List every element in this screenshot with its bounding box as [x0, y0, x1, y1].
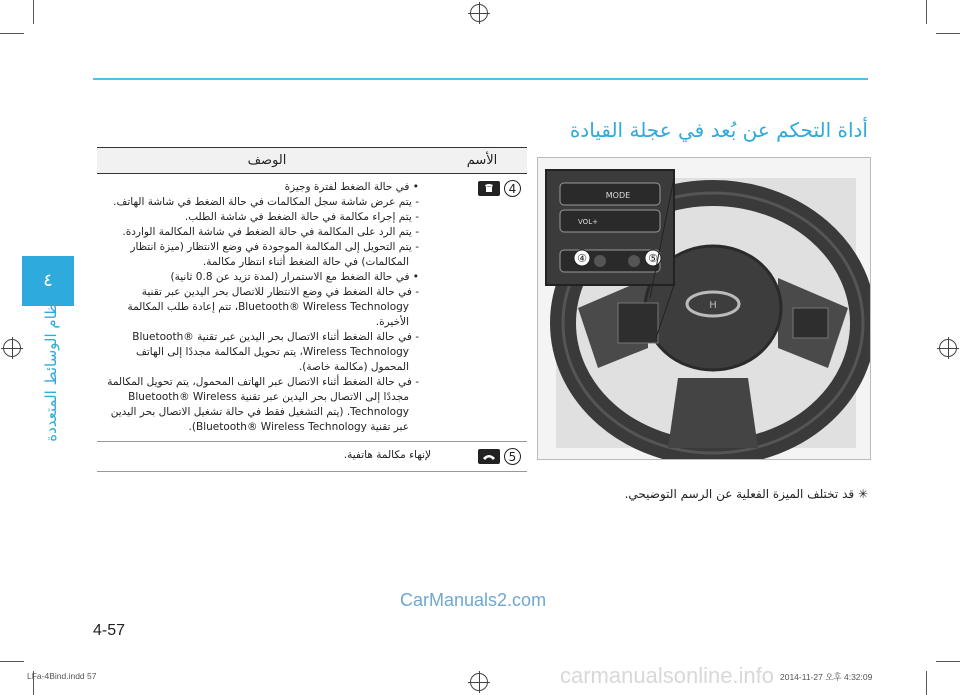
svg-text:VOL+: VOL+	[578, 218, 598, 226]
list-item: - يتم الرد على المكالمة في حالة الضغط في شاشة المكالمة الواردة.	[103, 225, 419, 240]
description-cell	[97, 442, 437, 472]
header-description: الوصف	[97, 148, 437, 174]
function-list	[103, 180, 431, 435]
table-header-row	[97, 148, 527, 174]
callout-number: 4	[504, 180, 521, 197]
chapter-number: ٤	[43, 270, 53, 291]
header-symbol: الأسم	[437, 148, 527, 174]
bottom-watermark: carmanualsonline.info	[560, 663, 775, 688]
controls-table	[97, 147, 527, 472]
list-item: - في حالة الضغط أثناء الاتصال عبر الهاتف المحمول، يتم تحويل المكالمة مجددًا إلى الاتصال بحر اليدين عبر تقنية Bluetooth® Wireless Technology. (يتم التشغيل فقط في حالة تشغيل الاتصال بحر اليدين عبر تقنية Bluetooth® Wireless Technology).	[103, 375, 419, 435]
steering-wheel-illustration	[537, 157, 871, 460]
callout-label: ⑤	[648, 252, 658, 265]
svg-text:H: H	[709, 300, 717, 311]
page-number: 4-57	[93, 622, 126, 639]
svg-text:MODE: MODE	[605, 191, 631, 200]
list-item: • في حالة الضغط لفترة وجيزة	[103, 180, 419, 195]
list-item: - يتم التحويل إلى المكالمة الموجودة في وضع الانتظار (ميزة انتظار المكالمات) في حالة الضغط أثناء انتظار مكالمة.	[103, 240, 419, 270]
phone-hangup-icon	[478, 449, 500, 464]
description-cell	[97, 174, 437, 442]
illustration-note: ✳ قد تختلف الميزة الفعلية عن الرسم التوضيحي.	[624, 487, 868, 501]
phone-call-icon	[478, 181, 500, 196]
registration-mark-icon	[3, 339, 21, 357]
watermark: CarManuals2.com	[400, 590, 547, 610]
registration-mark-icon	[470, 4, 488, 22]
page-title: أداة التحكم عن بُعد في عجلة القيادة	[569, 118, 868, 142]
registration-mark-icon	[939, 339, 957, 357]
asterisk-icon: ✳	[857, 487, 868, 501]
registration-mark-icon	[470, 673, 488, 691]
list-item: - في حالة الضغط أثناء الاتصال بحر اليدين عبر تقنية Bluetooth® Wireless Technology، يتم تحويل المكالمة مجددًا إلى الهاتف المحمول (مكالمة خاصة).	[103, 330, 419, 375]
list-item: لإنهاء مكالمة هاتفية.	[343, 449, 431, 461]
symbol-cell	[437, 442, 527, 472]
callout-label: ④	[577, 252, 587, 265]
callout-number: 5	[504, 448, 521, 465]
footer-file: LFa-4Bind.indd 57	[27, 671, 97, 681]
footer-date: 2014-11-27 오후 4:32:09	[780, 672, 873, 682]
chapter-label: نظام الوسائط المتعددة	[42, 298, 60, 442]
list-item: • في حالة الضغط مع الاستمرار (لمدة تزيد عن 0.8 ثانية)	[103, 270, 419, 285]
list-item: - في حالة الضغط في وضع الانتظار للاتصال بحر اليدين عبر تقنية Bluetooth® Wireless Technology، تتم إعادة طلب المكالمة الأخيرة.	[103, 285, 419, 330]
symbol-cell	[437, 174, 527, 442]
list-item: - يتم عرض شاشة سجل المكالمات في حالة الضغط في شاشة الهاتف.	[103, 195, 419, 210]
header-rule	[93, 78, 868, 80]
table-row	[97, 174, 527, 442]
list-item: - يتم إجراء مكالمة في حالة الضغط في شاشة الطلب.	[103, 210, 419, 225]
table-row	[97, 442, 527, 472]
